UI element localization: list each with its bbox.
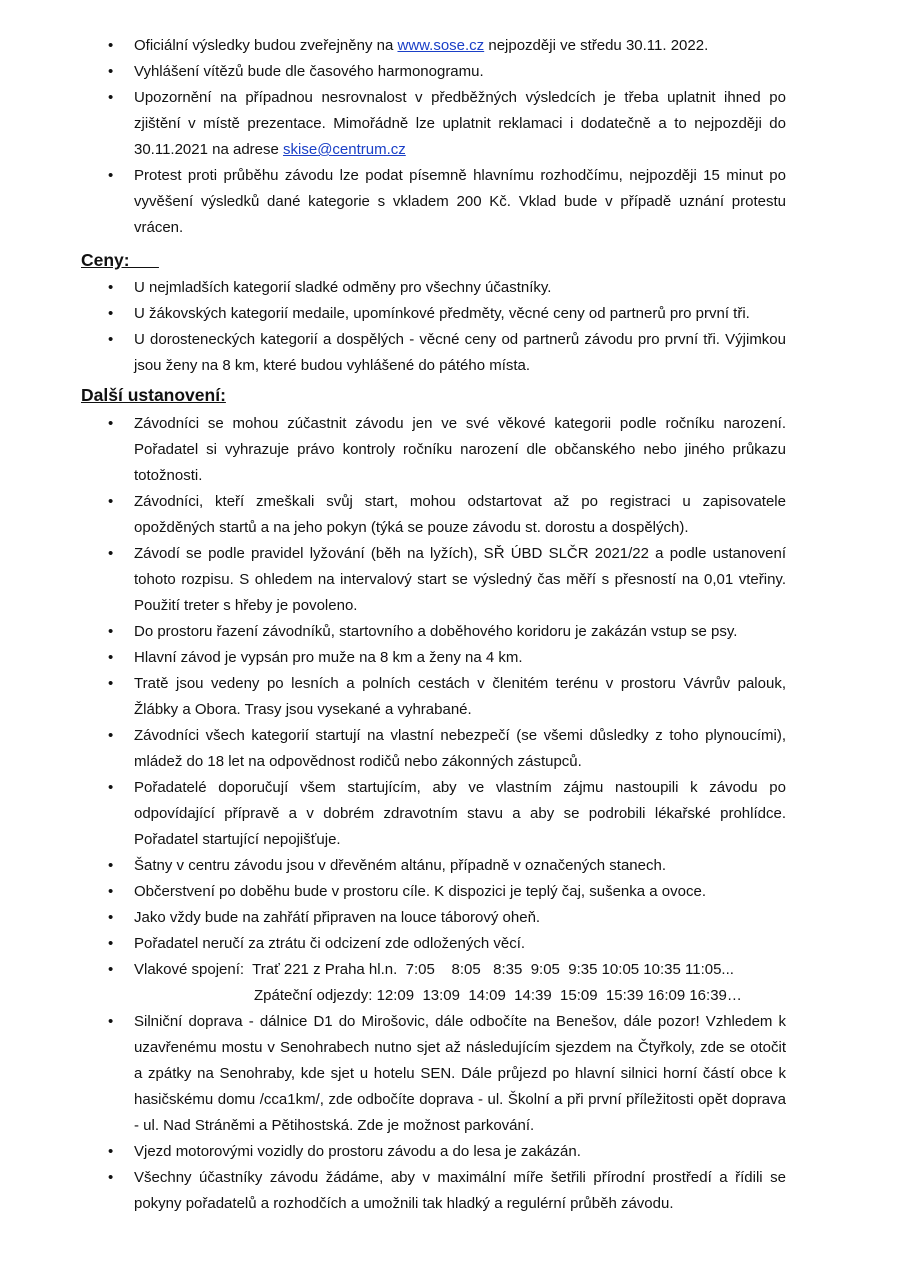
bullet-icon: • <box>108 279 114 296</box>
list-item <box>0 301 900 327</box>
sose-link[interactable]: www.sose.cz <box>397 37 485 54</box>
bullet-icon: • <box>108 545 114 562</box>
list-item <box>0 85 900 163</box>
list-item <box>0 489 900 541</box>
list-item <box>0 327 900 379</box>
list-item <box>0 723 900 775</box>
list-item <box>0 411 900 489</box>
item-text: Upozornění na případnou nesrovnalost v předběžných výsledcích je třeba uplatnit ihned po zjištění v místě prezentace. Mimořádně lze uplatnit reklamaci i dodatečně a to nejpozději do 30.11.2021 na adrese <box>134 89 786 158</box>
item-text: Vjezd motorovými vozidly do prostoru závodu a do lesa je zakázán. <box>134 1143 581 1160</box>
item-text: Silniční doprava - dálnice D1 do Mirošovic, dále odbočíte na Benešov, dále pozor! Vzhledem k uzavřenému mostu v Senohrabech nutno sjet až následujícím sjezdem na Čtyřkoly, zde se otočit a zpátky na Senohraby, kde sjet u hotelu SEN. Dále průjezd po hlavní silnici horní částí obce k hasičskému domu /cca1km/, zde odbočíte doprava - ul. Školní a při první příležitosti opět doprava - ul. Nad Stráněmi a Pětihostská. Zde je možnost parkování. <box>134 1013 786 1134</box>
bullet-icon: • <box>108 649 114 666</box>
item-text: Závodí se podle pravidel lyžování (běh na lyžích), SŘ ÚBD SLČR 2021/22 a podle ustanovení tohoto rozpisu. S ohledem na intervalový start se výsledný čas měří s přesností na 0,01 vteřiny. Použití treter s hřeby je povoleno. <box>134 545 786 614</box>
item-text: Šatny v centru závodu jsou v dřevěném altánu, případně v označených stanech. <box>134 857 666 874</box>
bullet-icon: • <box>108 1169 114 1186</box>
bullet-icon: • <box>108 89 114 106</box>
item-text: Hlavní závod je vypsán pro muže na 8 km a ženy na 4 km. <box>134 649 523 666</box>
prizes-list <box>0 275 900 379</box>
bullet-icon: • <box>108 493 114 510</box>
bullet-icon: • <box>108 1143 114 1160</box>
train-outbound-text: Vlakové spojení: Trať 221 z Praha hl.n. 7:05 8:05 8:35 9:05 9:35 10:05 10:35 11:05... <box>134 961 734 978</box>
item-text: Tratě jsou vedeny po lesních a polních cestách v členitém terénu v prostoru Vávrův palouk, Žlábky a Obora. Trasy jsou vysekané a vyhrabané. <box>134 675 786 718</box>
item-text: Závodníci, kteří zmeškali svůj start, mohou odstartovat až po registraci u zapisovatele opožděných startů a na jeho pokyn (týká se pouze závodu st. dorostu a dospělých). <box>134 493 786 536</box>
prizes-section <box>0 275 900 379</box>
list-item <box>0 645 900 671</box>
item-text: U nejmladších kategorií sladké odměny pro všechny účastníky. <box>134 279 552 296</box>
list-item <box>0 541 900 619</box>
bullet-icon: • <box>108 727 114 744</box>
list-item <box>0 59 900 85</box>
train-list-item <box>0 957 900 1009</box>
item-text: Oficiální výsledky budou zveřejněny na <box>134 37 398 54</box>
item-text: Pořadatelé doporučují všem startujícím, aby ve vlastním zájmu nastoupili k závodu po odpovídající přípravě a v dobrém zdravotním stavu a aby se podrobili lékařské prohlídce. Pořadatel startující nepojišťuje. <box>134 779 786 848</box>
other-provisions-heading: Další ustanovení: <box>81 385 226 405</box>
list-item <box>0 853 900 879</box>
list-item <box>0 619 900 645</box>
bullet-icon: • <box>108 331 114 348</box>
list-item <box>0 163 900 241</box>
item-text: Pořadatel neručí za ztrátu či odcizení zde odložených věcí. <box>134 935 526 952</box>
item-text: Jako vždy bude na zahřátí připraven na louce táborový oheň. <box>134 909 541 926</box>
bullet-icon: • <box>108 675 114 692</box>
list-item <box>0 1009 900 1139</box>
bullet-icon: • <box>108 623 114 640</box>
provisions-list <box>0 411 900 1217</box>
item-text: U žákovských kategorií medaile, upomínkové předměty, věcné ceny od partnerů pro první tři. <box>134 305 750 322</box>
train-return-text: Zpáteční odjezdy: 12:09 13:09 14:09 14:39 15:09 15:39 16:09 16:39… <box>254 987 742 1004</box>
list-item <box>0 1165 900 1217</box>
bullet-icon: • <box>108 857 114 874</box>
item-text: Protest proti průběhu závodu lze podat písemně hlavnímu rozhodčímu, nejpozději 15 minut po vyvěšení výsledků dané kategorie s vkladem 200 Kč. Vklad bude v případě uznání protestu vrácen. <box>134 167 786 236</box>
other-provisions-section <box>0 411 900 1217</box>
item-text: Do prostoru řazení závodníků, startovního a doběhového koridoru je zakázán vstup se psy. <box>134 623 738 640</box>
bullet-icon: • <box>108 935 114 952</box>
list-item <box>0 931 900 957</box>
results-list <box>0 33 900 241</box>
list-item <box>0 33 900 59</box>
list-item <box>0 671 900 723</box>
list-item <box>0 775 900 853</box>
item-text: Občerstvení po doběhu bude v prostoru cíle. K dispozici je teplý čaj, sušenka a ovoce. <box>134 883 706 900</box>
bullet-icon: • <box>108 779 114 796</box>
item-text: Závodníci se mohou zúčastnit závodu jen ve své věkové kategorii podle ročníku narození. Pořadatel si vyhrazuje právo kontroly ročníku narození dle občanského nebo jiného průkazu totožnosti. <box>134 415 786 484</box>
item-text: Závodníci všech kategorií startují na vlastní nebezpečí (se všemi důsledky z toho plynoucími), mládež do 18 let na odpovědnost rodičů nebo zákonných zástupců. <box>134 727 786 770</box>
list-item <box>0 879 900 905</box>
list-item <box>0 275 900 301</box>
bullet-icon: • <box>108 305 114 322</box>
results-section <box>0 33 900 241</box>
bullet-icon: • <box>108 961 114 978</box>
bullet-icon: • <box>108 909 114 926</box>
bullet-icon: • <box>108 415 114 432</box>
item-text: Vyhlášení vítězů bude dle časového harmonogramu. <box>134 63 484 80</box>
item-text: U dorosteneckých kategorií a dospělých - věcné ceny od partnerů závodu pro první tři. Výjimkou jsou ženy na 8 km, které budou vyhlášené do pátého místa. <box>134 331 786 374</box>
item-text: nejpozději ve středu 30.11. 2022. <box>484 37 709 54</box>
bullet-icon: • <box>108 167 114 184</box>
item-text: Všechny účastníky závodu žádáme, aby v maximální míře šetřili přírodní prostředí a řídili se pokyny pořadatelů a rozhodčích a umožnili tak hladký a regulérní průběh závodu. <box>134 1169 786 1212</box>
list-item <box>0 1139 900 1165</box>
list-item <box>0 905 900 931</box>
bullet-icon: • <box>108 883 114 900</box>
prizes-heading: Ceny: <box>81 250 130 270</box>
bullet-icon: • <box>108 37 114 54</box>
email-link[interactable]: skise@centrum.cz <box>283 141 406 158</box>
bullet-icon: • <box>108 63 114 80</box>
bullet-icon: • <box>108 1013 114 1030</box>
